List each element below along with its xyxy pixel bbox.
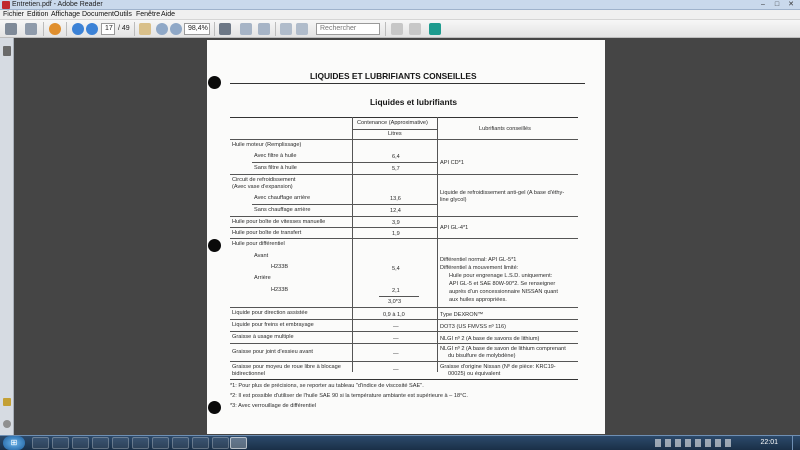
comment-panel-icon[interactable] bbox=[3, 398, 11, 406]
power-steering-type: Type DEXRON™ bbox=[440, 312, 484, 318]
col-divider bbox=[352, 117, 353, 372]
taskbar-ie-icon[interactable] bbox=[32, 437, 49, 449]
rear-heat-without-value: 12,4 bbox=[390, 208, 401, 214]
cooling-label: Circuit de refroidissement bbox=[232, 177, 296, 183]
brake-fluid-type: DOT3 (US FMVSS nº 116) bbox=[440, 324, 506, 330]
taskbar-app-icon[interactable] bbox=[192, 437, 209, 449]
col-capacity-header: Contenance (Approximative) bbox=[357, 120, 428, 126]
toolbar-separator bbox=[385, 22, 386, 36]
hub-grease-value: — bbox=[393, 367, 399, 373]
footnote-1: *1: Pour plus de précisions, se reporter au tableau "d'indice de viscosité SAE". bbox=[230, 383, 424, 389]
hand-tool-icon[interactable] bbox=[139, 23, 151, 35]
menu-document[interactable]: Document bbox=[82, 11, 114, 18]
window-titlebar bbox=[0, 0, 800, 10]
print-icon[interactable] bbox=[5, 23, 17, 35]
table-bottom-rule bbox=[230, 379, 578, 380]
transfer-box-value: 1,9 bbox=[392, 231, 400, 237]
adobe-reader-icon bbox=[2, 1, 10, 9]
manual-gearbox-label: Huile pour boîte de vitesses manuelle bbox=[232, 219, 326, 225]
previous-page-icon[interactable] bbox=[72, 23, 84, 35]
toolbar-separator bbox=[275, 22, 276, 36]
cooling-sublabel: (Avec vase d'expansion) bbox=[232, 184, 293, 190]
row-rule bbox=[230, 361, 578, 362]
taskbar-explorer-icon[interactable] bbox=[72, 437, 89, 449]
row-rule bbox=[230, 238, 578, 239]
hub-grease-label-cont: bidirectionnel bbox=[232, 371, 265, 377]
two-page-icon[interactable] bbox=[280, 23, 292, 35]
joint-grease-value: — bbox=[393, 351, 399, 357]
sign-icon[interactable] bbox=[391, 23, 403, 35]
menu-bar bbox=[0, 10, 800, 20]
toolbar bbox=[0, 20, 800, 38]
coolant-type: Liquide de refroidissement anti-gel (A base d'éthy- bbox=[440, 190, 565, 196]
menu-edition[interactable]: Edition bbox=[27, 11, 49, 18]
row-rule bbox=[230, 227, 437, 228]
taskbar-app-icon[interactable] bbox=[172, 437, 189, 449]
row-rule bbox=[230, 343, 578, 344]
maximize-button[interactable]: □ bbox=[774, 1, 780, 8]
front-label: Avant bbox=[254, 253, 269, 259]
menu-fenetre[interactable]: Fenêtre bbox=[136, 11, 161, 18]
power-steering-label: Liquide pour direction assistée bbox=[232, 310, 308, 316]
row-rule bbox=[252, 204, 437, 205]
joint-grease-label: Graisse pour joint d'essieu avant bbox=[232, 349, 313, 355]
engine-oil-label: Huile moteur (Remplissage) bbox=[232, 142, 302, 148]
window-title: Entretien.pdf - Adobe Reader bbox=[12, 1, 103, 8]
col-lubricants-header: Lubrifiants conseillés bbox=[479, 126, 531, 132]
footnote-2: *2: Il est possible d'utiliser de l'huile SAE 90 si la température ambiante est supérieure à – 18°C. bbox=[230, 393, 468, 399]
start-button[interactable]: ⊞ bbox=[3, 436, 25, 450]
taskbar-app-icon[interactable] bbox=[212, 437, 229, 449]
multi-grease-value: — bbox=[393, 336, 399, 342]
hub-grease-type-cont: 00025) ou équivalent bbox=[448, 371, 501, 377]
rear-value: 2,1 bbox=[392, 288, 400, 294]
menu-affichage[interactable]: Affichage bbox=[51, 11, 81, 18]
with-filter-value: 6,4 bbox=[392, 154, 400, 160]
api-gl4-label: API GL-4*1 bbox=[440, 225, 469, 231]
taskbar-app-icon[interactable] bbox=[132, 437, 149, 449]
rear-heat-with-value: 13,6 bbox=[390, 196, 401, 202]
fit-page-icon[interactable] bbox=[240, 23, 252, 35]
multi-grease-type: NLGI nº 2 (A base de savons de lithium) bbox=[440, 336, 540, 342]
rotate-icon[interactable] bbox=[296, 23, 308, 35]
next-page-icon[interactable] bbox=[86, 23, 98, 35]
menu-outils[interactable]: Outils bbox=[114, 11, 132, 18]
taskbar-media-icon[interactable] bbox=[92, 437, 109, 449]
punch-hole bbox=[208, 76, 221, 89]
table-top-rule bbox=[230, 117, 578, 118]
zoom-level-input[interactable]: 98,4% bbox=[184, 23, 210, 35]
toolbar-separator bbox=[66, 22, 67, 36]
windows-taskbar bbox=[0, 435, 800, 450]
brake-fluid-label: Liquide pour freins et embrayage bbox=[232, 322, 314, 328]
show-desktop-button[interactable] bbox=[792, 436, 800, 450]
toolbar-separator bbox=[134, 22, 135, 36]
transfer-box-label: Huile pour boîte de transfert bbox=[232, 230, 302, 236]
page-number-input[interactable]: 17 bbox=[101, 23, 115, 35]
header-rule bbox=[230, 139, 578, 140]
lsd-text-2: API GL-5 et SAE 80W-90*2. Se renseigner bbox=[449, 281, 556, 287]
navigation-panel bbox=[0, 38, 14, 435]
taskbar-clock[interactable]: 22:01 bbox=[760, 439, 778, 446]
snapshot-icon[interactable] bbox=[219, 23, 231, 35]
hub-grease-type: Graisse d'origine Nissan (Nº de pièce: KRC19- bbox=[440, 364, 556, 370]
zoom-out-icon[interactable] bbox=[156, 23, 168, 35]
attachments-icon[interactable] bbox=[3, 420, 11, 428]
row-rule bbox=[230, 216, 578, 217]
footnote-3: *3: Avec verrouillage de différentiel bbox=[230, 403, 316, 409]
lsd-text-4: aux huiles appropriées. bbox=[449, 297, 507, 303]
table-title: Liquides et lubrifiants bbox=[370, 97, 458, 107]
pdf-page bbox=[207, 40, 605, 434]
brake-fluid-value: — bbox=[393, 324, 399, 330]
front-value: 5,4 bbox=[392, 266, 400, 272]
diff-oil-label: Huile pour différentiel bbox=[232, 241, 285, 247]
taskbar-adobe-reader-icon[interactable] bbox=[230, 437, 247, 449]
rear-heat-with-label: Avec chauffage arrière bbox=[254, 195, 311, 201]
page-heading: LIQUIDES ET LUBRIFIANTS CONSEILLES bbox=[310, 71, 477, 81]
page-total: / 49 bbox=[118, 25, 130, 32]
hub-grease-label: Graisse pour moyeu de roue libre à blocage bbox=[232, 364, 341, 370]
taskbar-app-icon[interactable] bbox=[152, 437, 169, 449]
row-rule bbox=[230, 174, 578, 175]
row-rule bbox=[230, 319, 578, 320]
rear-label: Arrière bbox=[254, 275, 271, 281]
menu-aide[interactable]: Aide bbox=[161, 11, 176, 18]
system-tray-icons[interactable] bbox=[655, 439, 735, 447]
rear-code: H233B bbox=[271, 287, 289, 293]
email-icon[interactable] bbox=[25, 23, 37, 35]
minimize-button[interactable]: – bbox=[761, 1, 765, 8]
coolant-type-cont: line glycol) bbox=[440, 197, 467, 203]
punch-hole bbox=[208, 239, 221, 252]
lsd-text-3: auprès d'un concessionnaire NISSAN quant bbox=[449, 289, 558, 295]
search-input[interactable]: Rechercher bbox=[316, 23, 380, 35]
zoom-in-icon[interactable] bbox=[170, 23, 182, 35]
share-icon[interactable] bbox=[49, 23, 61, 35]
toolbar-separator bbox=[214, 22, 215, 36]
tools-icon[interactable] bbox=[429, 23, 441, 35]
fit-width-icon[interactable] bbox=[258, 23, 270, 35]
row-rule bbox=[230, 307, 578, 308]
menu-fichier[interactable]: Fichier bbox=[3, 11, 25, 18]
toolbar-separator bbox=[43, 22, 44, 36]
diff-limited-text: Différentiel à mouvement limité: bbox=[440, 265, 519, 271]
row-rule bbox=[230, 331, 578, 332]
manual-gearbox-value: 3,9 bbox=[392, 220, 400, 226]
taskbar-app-icon[interactable] bbox=[112, 437, 129, 449]
joint-grease-type-cont: du bisulfure de molybdène) bbox=[448, 353, 516, 359]
pages-panel-icon[interactable] bbox=[3, 46, 11, 56]
row-rule bbox=[379, 296, 419, 297]
rear-heat-without-label: Sans chauffage arrière bbox=[254, 207, 311, 213]
taskbar-chrome-icon[interactable] bbox=[52, 437, 69, 449]
power-steering-value: 0,9 à 1,0 bbox=[383, 312, 405, 318]
header-subrule bbox=[352, 129, 437, 130]
joint-grease-type: NLGI nº 2 (A base de savon de lithium comprenant bbox=[440, 346, 566, 352]
col-divider bbox=[437, 117, 438, 372]
comment-icon[interactable] bbox=[409, 23, 421, 35]
diff-normal-text: Différentiel normal: API GL-5*1 bbox=[440, 257, 517, 263]
lsd-text-1: Huile pour engrenage L.S.D. uniquement: bbox=[449, 273, 553, 279]
multi-grease-label: Graisse à usage multiple bbox=[232, 334, 294, 340]
api-cd-label: API CD*1 bbox=[440, 160, 464, 166]
without-filter-value: 5,7 bbox=[392, 166, 400, 172]
close-button[interactable]: ✕ bbox=[788, 1, 794, 8]
without-filter-label: Sans filtre à huile bbox=[254, 165, 297, 171]
heading-rule bbox=[230, 83, 585, 84]
rear-value-locking: 3,0*3 bbox=[388, 299, 402, 305]
punch-hole bbox=[208, 401, 221, 414]
front-code: H233B bbox=[271, 264, 289, 270]
with-filter-label: Avec filtre à huile bbox=[254, 153, 297, 159]
col-unit-header: Litres bbox=[388, 131, 402, 137]
row-rule bbox=[252, 162, 437, 163]
